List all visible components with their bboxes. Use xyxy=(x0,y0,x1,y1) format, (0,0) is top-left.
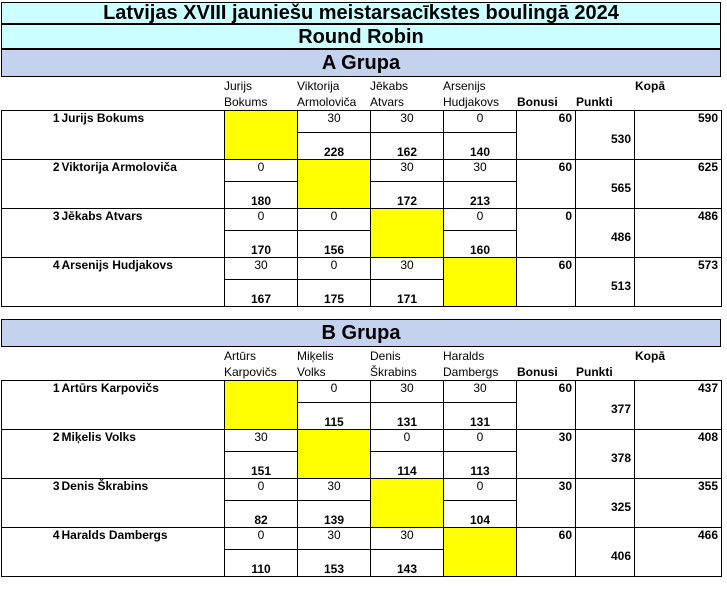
player-row xyxy=(2,528,722,550)
page-title: Latvijas XVIII jauniešu meistarsacīkstes boulingā 2024 xyxy=(1,2,721,24)
kopa-value: 486 xyxy=(635,209,722,258)
self-match-cell xyxy=(225,111,298,160)
match-score: 180 xyxy=(225,182,298,209)
bonus-value: 60 xyxy=(517,381,576,430)
player-rank: 4 xyxy=(2,258,61,307)
match-points: 0 xyxy=(444,430,517,452)
match-score: 160 xyxy=(444,231,517,258)
column-header-first: Viktorija xyxy=(297,79,340,93)
punkti-header: Punkti xyxy=(576,365,613,379)
bonus-value: 30 xyxy=(517,430,576,479)
kopa-value: 590 xyxy=(635,111,722,160)
column-header-first: Jurijs xyxy=(224,79,253,93)
match-score: 153 xyxy=(298,550,371,577)
player-rank: 1 xyxy=(2,381,61,430)
kopa-value: 408 xyxy=(635,430,722,479)
self-match-cell xyxy=(444,258,517,307)
match-points: 0 xyxy=(298,258,371,280)
kopa-header: Kopā xyxy=(635,349,665,363)
kopa-value: 625 xyxy=(635,160,722,209)
column-header-last: Armoloviča xyxy=(297,95,357,109)
match-score: 172 xyxy=(371,182,444,209)
match-points: 30 xyxy=(371,111,444,133)
column-header-last: Dambergs xyxy=(443,365,499,379)
match-score: 82 xyxy=(225,501,298,528)
match-points: 0 xyxy=(225,528,298,550)
match-points: 0 xyxy=(444,209,517,231)
column-header-last: Hudjakovs xyxy=(443,95,500,109)
player-name: Jurijs Bokums xyxy=(61,111,225,160)
player-row xyxy=(2,111,722,133)
match-score: 228 xyxy=(298,133,371,160)
match-points: 0 xyxy=(444,111,517,133)
self-match-cell xyxy=(371,479,444,528)
punkti-value: 486 xyxy=(576,209,635,258)
match-points: 0 xyxy=(371,430,444,452)
match-points: 30 xyxy=(371,528,444,550)
match-score: 156 xyxy=(298,231,371,258)
match-score: 213 xyxy=(444,182,517,209)
match-points: 30 xyxy=(371,381,444,403)
player-row xyxy=(2,430,722,452)
column-header-last: Atvars xyxy=(370,95,405,109)
punkti-value: 378 xyxy=(576,430,635,479)
match-points: 0 xyxy=(225,209,298,231)
column-header-last: Volks xyxy=(297,365,326,379)
match-points: 30 xyxy=(371,258,444,280)
match-score: 167 xyxy=(225,280,298,307)
column-header-first: Artūrs xyxy=(224,349,257,363)
match-points: 30 xyxy=(225,430,298,452)
punkti-value: 406 xyxy=(576,528,635,577)
player-name: Viktorija Armoloviča xyxy=(61,160,225,209)
player-row xyxy=(2,160,722,182)
column-header-last: Bokums xyxy=(224,95,268,109)
kopa-value: 437 xyxy=(635,381,722,430)
bonus-value: 60 xyxy=(517,258,576,307)
round-robin-table xyxy=(1,380,722,577)
match-points: 30 xyxy=(371,160,444,182)
group-title: A Grupa xyxy=(1,49,721,77)
player-rank: 4 xyxy=(2,528,61,577)
self-match-cell xyxy=(298,160,371,209)
column-header-last: Karpovičs xyxy=(224,365,277,379)
match-points: 30 xyxy=(298,479,371,501)
match-points: 0 xyxy=(298,381,371,403)
match-score: 171 xyxy=(371,280,444,307)
player-rank: 1 xyxy=(2,111,61,160)
punkti-value: 513 xyxy=(576,258,635,307)
player-row xyxy=(2,381,722,403)
group-title: B Grupa xyxy=(1,319,721,347)
match-score: 143 xyxy=(371,550,444,577)
match-score: 115 xyxy=(298,403,371,430)
column-header-first: Haralds xyxy=(443,349,485,363)
bonus-value: 60 xyxy=(517,111,576,160)
match-points: 0 xyxy=(225,160,298,182)
match-points: 0 xyxy=(298,209,371,231)
player-row xyxy=(2,209,722,231)
kopa-value: 466 xyxy=(635,528,722,577)
player-name: Miķelis Volks xyxy=(61,430,225,479)
self-match-cell xyxy=(225,381,298,430)
match-points: 30 xyxy=(298,528,371,550)
match-points: 30 xyxy=(225,258,298,280)
round-robin-table xyxy=(1,110,722,307)
match-score: 170 xyxy=(225,231,298,258)
match-score: 114 xyxy=(371,452,444,479)
column-header-first: Denis xyxy=(370,349,401,363)
bonus-value: 30 xyxy=(517,479,576,528)
bonusi-header: Bonusi xyxy=(517,95,558,109)
match-score: 110 xyxy=(225,550,298,577)
self-match-cell xyxy=(298,430,371,479)
match-points: 0 xyxy=(444,479,517,501)
column-header-first: Miķelis xyxy=(297,349,334,363)
column-header-last: Škrabins xyxy=(370,365,417,379)
bonus-value: 60 xyxy=(517,528,576,577)
match-points: 0 xyxy=(225,479,298,501)
player-row xyxy=(2,479,722,501)
match-score: 131 xyxy=(371,403,444,430)
bonusi-header: Bonusi xyxy=(517,365,558,379)
match-score: 140 xyxy=(444,133,517,160)
match-score: 175 xyxy=(298,280,371,307)
kopa-value: 573 xyxy=(635,258,722,307)
column-header-first: Arsenijs xyxy=(443,79,486,93)
match-points: 30 xyxy=(444,160,517,182)
match-score: 104 xyxy=(444,501,517,528)
punkti-value: 377 xyxy=(576,381,635,430)
player-name: Artūrs Karpovičs xyxy=(61,381,225,430)
player-rank: 3 xyxy=(2,209,61,258)
self-match-cell xyxy=(371,209,444,258)
match-score: 131 xyxy=(444,403,517,430)
kopa-value: 355 xyxy=(635,479,722,528)
player-rank: 3 xyxy=(2,479,61,528)
page-subtitle: Round Robin xyxy=(1,24,721,49)
bonus-value: 0 xyxy=(517,209,576,258)
match-score: 113 xyxy=(444,452,517,479)
player-row xyxy=(2,258,722,280)
match-score: 151 xyxy=(225,452,298,479)
column-header-first: Jēkabs xyxy=(370,79,409,93)
player-name: Denis Škrabins xyxy=(61,479,225,528)
match-points: 30 xyxy=(298,111,371,133)
punkti-header: Punkti xyxy=(576,95,613,109)
player-name: Arsenijs Hudjakovs xyxy=(61,258,225,307)
player-rank: 2 xyxy=(2,430,61,479)
punkti-value: 325 xyxy=(576,479,635,528)
player-name: Jēkabs Atvars xyxy=(61,209,225,258)
match-score: 139 xyxy=(298,501,371,528)
match-points: 30 xyxy=(444,381,517,403)
punkti-value: 565 xyxy=(576,160,635,209)
bonus-value: 60 xyxy=(517,160,576,209)
punkti-value: 530 xyxy=(576,111,635,160)
player-name: Haralds Dambergs xyxy=(61,528,225,577)
kopa-header: Kopā xyxy=(635,79,665,93)
self-match-cell xyxy=(444,528,517,577)
match-score: 162 xyxy=(371,133,444,160)
player-rank: 2 xyxy=(2,160,61,209)
